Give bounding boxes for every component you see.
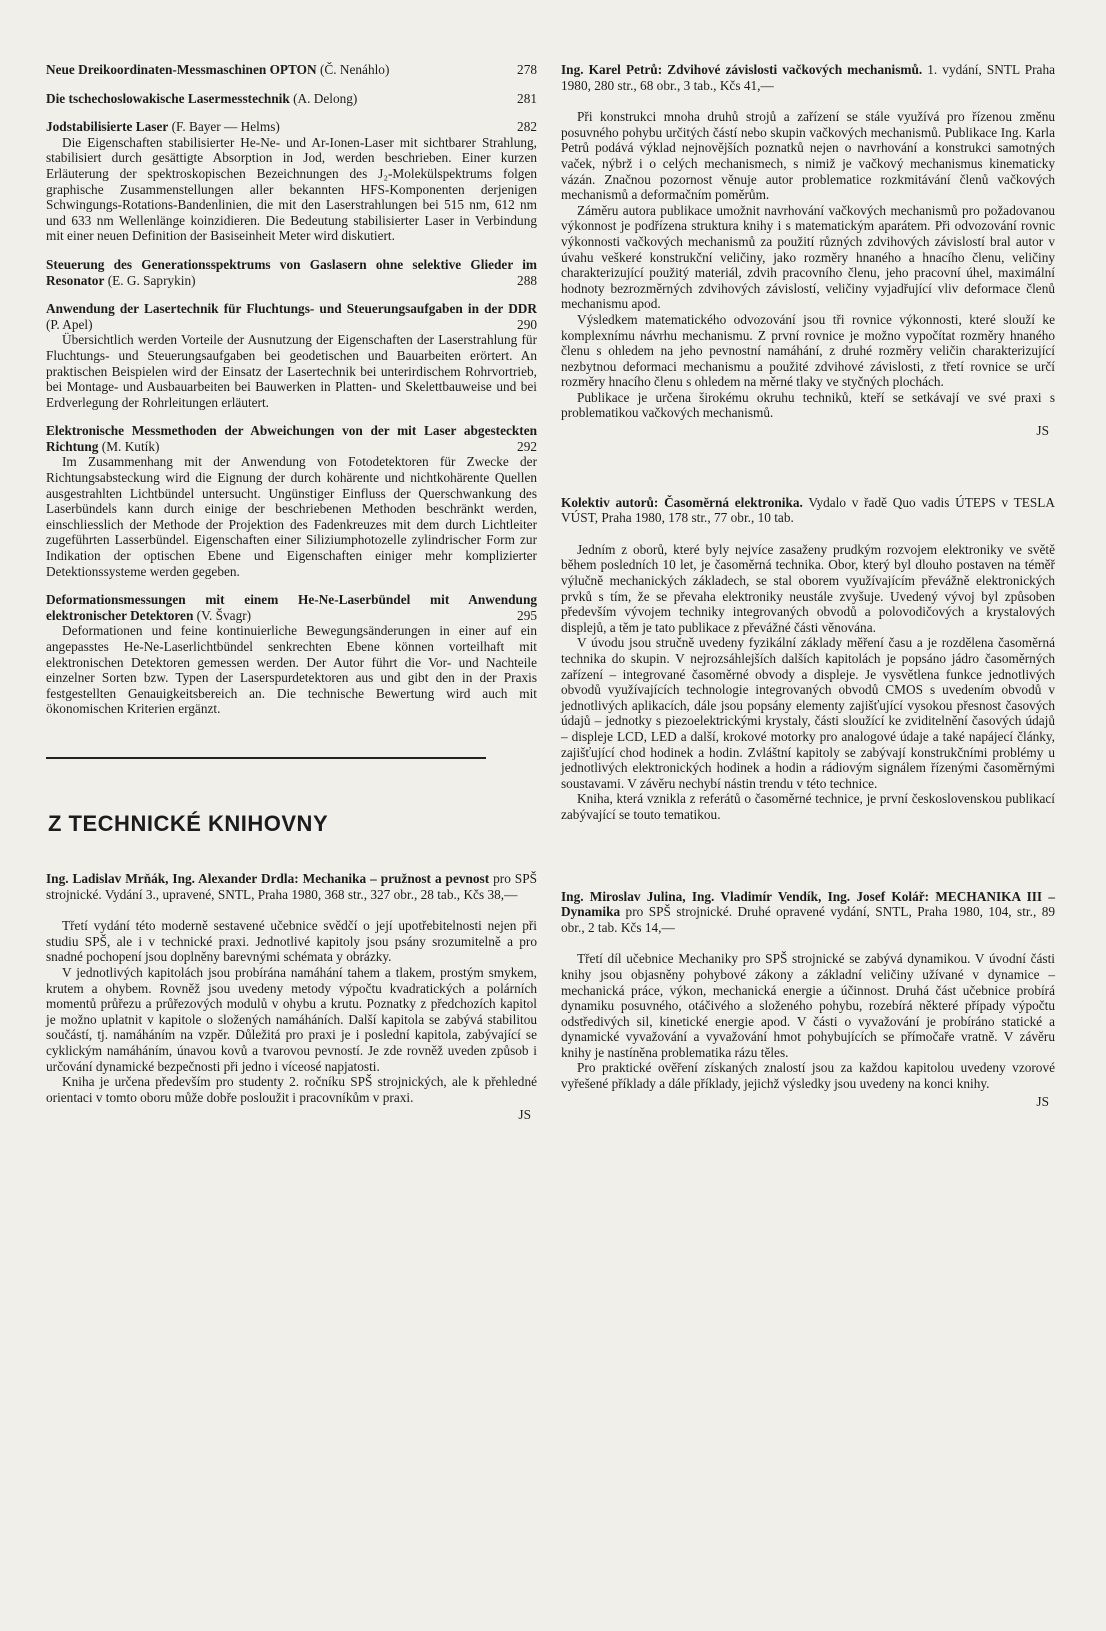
toc-page: 295 — [517, 607, 537, 623]
toc-abstract: Deformationen und feine kontinuierliche Bewegungsänderungen in einer auf ein angepasstes He-Ne-Laserlichtbündel senkrechten Ebene können vorteilhaft mit elektronischen Detektoren gemessen werden. Der Autor führt die Vor- und Nachteile einzelner Sorten bzw. Typen der Laserspurdetektoren aus und gibt den in der Praxis festgestellten Genauigkeitsbereich an. Die technische Bewertung wird auch mit ökonomischen Kriterien ergänzt. — [46, 623, 537, 717]
toc-title: Jodstabilisierte Laser — [46, 119, 169, 135]
right-column — [561, 62, 1055, 1109]
review-authors: Ing. Miroslav Julina, Ing. Vladimír Vendík, Ing. Josef Kolář: — [561, 888, 930, 904]
toc-entry — [46, 119, 537, 244]
review-header — [561, 889, 1055, 936]
toc-page: 290 — [517, 316, 537, 332]
review-body — [561, 951, 1055, 1091]
review-paragraph: Kniha, která vznikla z referátů o časoměrné technice, je první československou publikací zabývající se touto tematikou. — [561, 791, 1055, 822]
toc-author: (F. Bayer — Helms) — [171, 119, 280, 135]
review-book-title: Zdvihové závislosti vačkových mechanismů. — [667, 62, 923, 77]
toc-page: 292 — [517, 438, 537, 454]
review-paragraph: Výsledkem matematického odvozování jsou tři rovnice výkonnosti, které slouží ke komplexnímu návrhu mechanismu. Z první rovnice je možno vypočítat rozměry hnaného členu s ohledem na jeho pevnostní namáhání, z druhé rozměry veličin charakterizující nezbytnou deformaci mechanismu a použité zdvihové závislosti, z třetí rovnice se určí rozměry hnacího členu s ohledem na měrné tlaky ve styčných plochách. — [561, 311, 1055, 390]
review-paragraph: Při konstrukci mnoha druhů strojů a zařízení se stále využívá pro řízenou změnu posuvného pohybu určitých částí nebo skupin vačkových mechanismů. Publikace Ing. Karla Petrů podává výklad nejnovějších poznatků nejen o navrhování a konstrukci samotných vaček, nýbrž i o celých mechanismech, s nimiž je vačkový mechanismus kinematicky vázán. Značnou pozornost věnuje autor problematice rozkmitávání členů vačkových mechanismů a deformačním poměrům. — [561, 109, 1055, 203]
review-header — [561, 495, 1055, 526]
toc-page: 281 — [517, 90, 537, 106]
review-paragraph: Pro praktické ověření získaných znalostí jsou za každou kapitolou uvedeny vzorové vyřešené příklady a dále příklady, jejichž výsledky jsou uvedeny na konci knihy. — [561, 1060, 1055, 1092]
toc-abstract: Im Zusammenhang mit der Anwendung von Fotodetektoren für Zwecke der Richtungsabsteckung wird die Eignung der durch kohärente und nichtkohärente Quellen ausgestrahlten Lichtbündel untersucht. Ungünstiger Einfluss der Querschwankung des Laserbündels kann durch einige der beschriebenen Methoden beschränkt werden, einschliesslich der Methode der Projektion des Fadenkreuzes mit dem durch Lichtleiter zugeführten Lasserbündel. Eigenschaften einer Siliziumphotozelle zylindrischer Form zur Indikation der optischen Ebene und Eigenschaften einiger mehr komplizierter Detektionssysteme werden gegeben. — [46, 454, 537, 579]
toc-entry — [46, 91, 537, 107]
toc-title: Anwendung der Lasertechnik für Fluchtungs- und Steuerungsaufgaben in der DDR — [46, 301, 537, 317]
toc-abstract: Die Eigenschaften stabilisierter He-Ne- und Ar-Ionen-Laser mit sichtbarer Strahlung, stabilisiert durch gesättigte Absorption in Jod, werden beschrieben. Einer kurzen Erläuterung der spektroskopischen Bezeichnungen des J₂-Molekülspektrums folgen graphische Zusammenstellungen aller bekannten HFS-Komponenten derjenigen Schwingungs-Rotations-Bandenlinien, die mit den Laserstrahlungen bei 515 nm, 612 nm und 633 nm Wellenlänge koinzidieren. Die Bedeutung stabilisierter Laser in Verbindung mit einer neuen Definition der Basiseinheit Meter wird diskutiert. — [46, 134, 537, 244]
book-review — [561, 62, 1055, 439]
section-divider — [46, 757, 486, 759]
toc-entry — [46, 257, 537, 288]
review-details: 1. vydání, SNTL Praha 1980, 280 str., 68 obr., 3 tab., Kčs 41,— — [561, 62, 1055, 93]
review-details: Vydalo v řadě Quo vadis ÚTEPS v TESLA VÚST, Praha 1980, 178 str., 77 obr., 10 tab. — [561, 494, 1055, 526]
review-paragraph: V jednotlivých kapitolách jsou probírána namáhání tahem a tlakem, prostým smykem, krutem a ohybem. Rovněž jsou uvedeny metody výpočtu kvadratických a polárních momentů průřezu a průřezových modulů v ohybu a krutu. Poznatky z předchozích kapitol je možno uplatnit v kapitole o složených namáháních. Další kapitola se zabývá stabilitou součástí, tj. namáháním na vzpěr. Důležitá pro praxi je i poslední kapitola, zabývající se cyklickým namáháním, únavou kovů a tvarovou pevností. Je zde rovněž uveden způsob i určování dynamické bezpečnosti při jedno i víceosé napjatosti. — [46, 964, 537, 1074]
toc-entry — [46, 301, 537, 410]
review-authors: Kolektiv autorů: — [561, 494, 659, 510]
toc-title: Deformationsmessungen mit einem He-Ne-Laserbündel mit Anwendung elektronischer Detektoren — [46, 592, 537, 623]
book-review — [561, 889, 1055, 1110]
book-review — [46, 871, 537, 1123]
toc-title: Neue Dreikoordinaten-Messmaschinen OPTON — [46, 62, 317, 77]
review-signature: JS — [518, 1107, 531, 1123]
spacer — [561, 823, 1055, 889]
toc-page: 288 — [517, 272, 537, 288]
review-paragraph: V úvodu jsou stručně uvedeny fyzikální základy měření času a je rozdělena časoměrná technika do skupin. V nejrozsáhlejších dalších kapitolách je popsáno jádro časoměrných zařízení – integrované časoměrné obvody a displeje. Je vysvětlena funkce jednotlivých obvodů využívajících technologie integrovaných obvodů CMOS s uvedením obvodů v jednotlivých aplikacích, dále jsou popsány elementy zajišťující vysokou přesnost časových údajů – jednotky s piezoelektrickými krystaly, části sloužící ke zviditelnění časových údajů – displeje LCD, LED a další, krokové motorky pro analogové údaje a také napájecí články, zajišťující chod hodinek a hodin. Zvláštní kapitoly se zabývají konstrukčními problémy u jednotlivých elektronických hodinek a hodin a rádiovým signálem řízenými časoměrnými soustavami. V závěru nechybí nástin trendu v této technice. — [561, 635, 1055, 791]
review-details: pro SPŠ strojnické. Druhé opravené vydání, SNTL, Praha 1980, 104, str., 89 obr., 2 tab. Kčs 14,— — [561, 904, 1055, 935]
toc-author: (P. Apel) — [46, 316, 93, 332]
review-book-title: Mechanika – pružnost a pevnost — [302, 870, 490, 886]
toc-title: Steuerung des Generationsspektrums von Gaslasern ohne selektive Glieder im Resonator — [46, 256, 537, 288]
toc-entry — [46, 592, 537, 717]
section-heading: Z TECHNICKÉ KNIHOVNY — [48, 810, 329, 836]
toc-author: (A. Delong) — [293, 90, 358, 106]
review-header — [46, 871, 537, 902]
review-paragraph: Jedním z oborů, které byly nejvíce zasaženy prudkým rozvojem elektroniky ve světě během posledních 10 let, je časoměrná technika. Obor, který byl dlouho postaven na téměř výlučně mechanických základech, se stal oborem využívajícím převážně elektronických prvků s tím, že se převaha elektroniky neustále zvyšuje. Uvedený vývoj byl způsoben především vývojem techniky integrovaných obvodů a polovodičových a krystalových displejů, a těm je tato publikace z převážné části věnována. — [561, 541, 1055, 635]
review-body — [561, 542, 1055, 823]
review-book-title: MECHANIKA III – Dynamika — [561, 888, 1056, 920]
review-body — [46, 918, 537, 1105]
toc-page: 282 — [517, 119, 537, 135]
review-paragraph: Kniha je určena především pro studenty 2. ročníku SPŠ strojnických, ale k přehledné orientaci v tomto oboru může dobře posloužit i pracovníkům v praxi. — [46, 1074, 537, 1105]
toc-page: 278 — [517, 62, 537, 77]
spacer — [561, 439, 1055, 495]
review-header — [561, 62, 1055, 93]
toc-abstract: Übersichtlich werden Vorteile der Ausnutzung der Eigenschaften der Laserstrahlung für Fluchtungs- und Steuerungsaufgaben bei geodetischen und Bauarbeiten erörtert. An praktischen Beispielen wird der Einsatz der Lasertechnik bei unterirdischem Rohrvortrieb, bei Montage- und Ausbauarbeiten bei Bauwerken in Platten- und Skelettbauweise und bei Erdverlegung der Rohrleitungen erläutert. — [46, 332, 537, 410]
toc-title: Die tschechoslowakische Lasermesstechnik — [46, 90, 290, 106]
toc-title: Elektronische Messmethoden der Abweichungen von der mit Laser abgesteckten Richtung — [46, 423, 537, 454]
review-details: pro SPŠ strojnické. Vydání 3., upravené, SNTL, Praha 1980, 368 str., 327 obr., 28 tab., Kčs 38,— — [46, 870, 537, 902]
toc-entry — [46, 62, 537, 78]
review-authors: Ing. Ladislav Mrňák, Ing. Alexander Drdla: — [46, 870, 299, 886]
left-column — [46, 62, 537, 1123]
toc-author: (V. Švagr) — [196, 607, 252, 623]
review-book-title: Časoměrná elektronika. — [664, 494, 803, 510]
toc-author: (E. G. Saprykin) — [107, 272, 196, 288]
review-body — [561, 109, 1055, 421]
toc-author: (M. Kutík) — [101, 438, 160, 454]
review-paragraph: Třetí vydání této moderně sestavené učebnice svědčí o její upotřebitelnosti nejen při studiu SPŠ, ale i v technické praxi. Jednotlivé kapitoly jsou psány srozumitelně a pro snadné pochopení jsou doplněny barevnými schémata y obrázky. — [46, 918, 537, 965]
review-paragraph: Třetí díl učebnice Mechaniky pro SPŠ strojnické se zabývá dynamikou. V úvodní části knihy jsou objasněny pohybové zákony a základní veličiny užívané v dynamice – mechanická práce, výkon, mechanická energie a účinnost. Druhá část učebnice probírá dynamiku posuvného, otáčivého a složeného pohybu, rozebírá některé případy výpočtu odstředivých sil, kinetické energie apod. V části o vyvažování je probíráno statické a dynamické vyvažování a vyvažování hmot pohybujících se přímočaře vratně. V závěru knihy je nastíněna problematika rázu těles. — [561, 951, 1055, 1060]
toc-entry — [46, 423, 537, 579]
book-review — [561, 495, 1055, 823]
review-paragraph: Publikace je určena širokému okruhu techniků, kteří se setkávají ve své praxi s problematikou vačkových mechanismů. — [561, 389, 1055, 421]
review-authors: Ing. Karel Petrů: — [561, 62, 663, 77]
review-signature: JS — [1036, 1093, 1049, 1109]
toc-author: (Č. Nenáhlo) — [319, 62, 390, 77]
review-signature: JS — [1036, 423, 1049, 439]
review-paragraph: Záměru autora publikace umožnit navrhování vačkových mechanismů pro požadovanou výkonnost je podřízena struktura knihy i s matematickým aparátem. Při odvozování rovnic výkonnosti vačkových mechanismů za použití různých zdvihových závislostí bral autor v úvahu veškeré konstrukční veličiny, jako rozměry hnaného a hnacího členu, veličiny charakterizující použitý materiál, zdvih pracovního členu, jeho pracovní úhel, maximální hodnoty bezrozměrných zdvihových závislostí, veličiny vyjadřující vliv deformace členů mechanismu apod. — [561, 202, 1055, 312]
